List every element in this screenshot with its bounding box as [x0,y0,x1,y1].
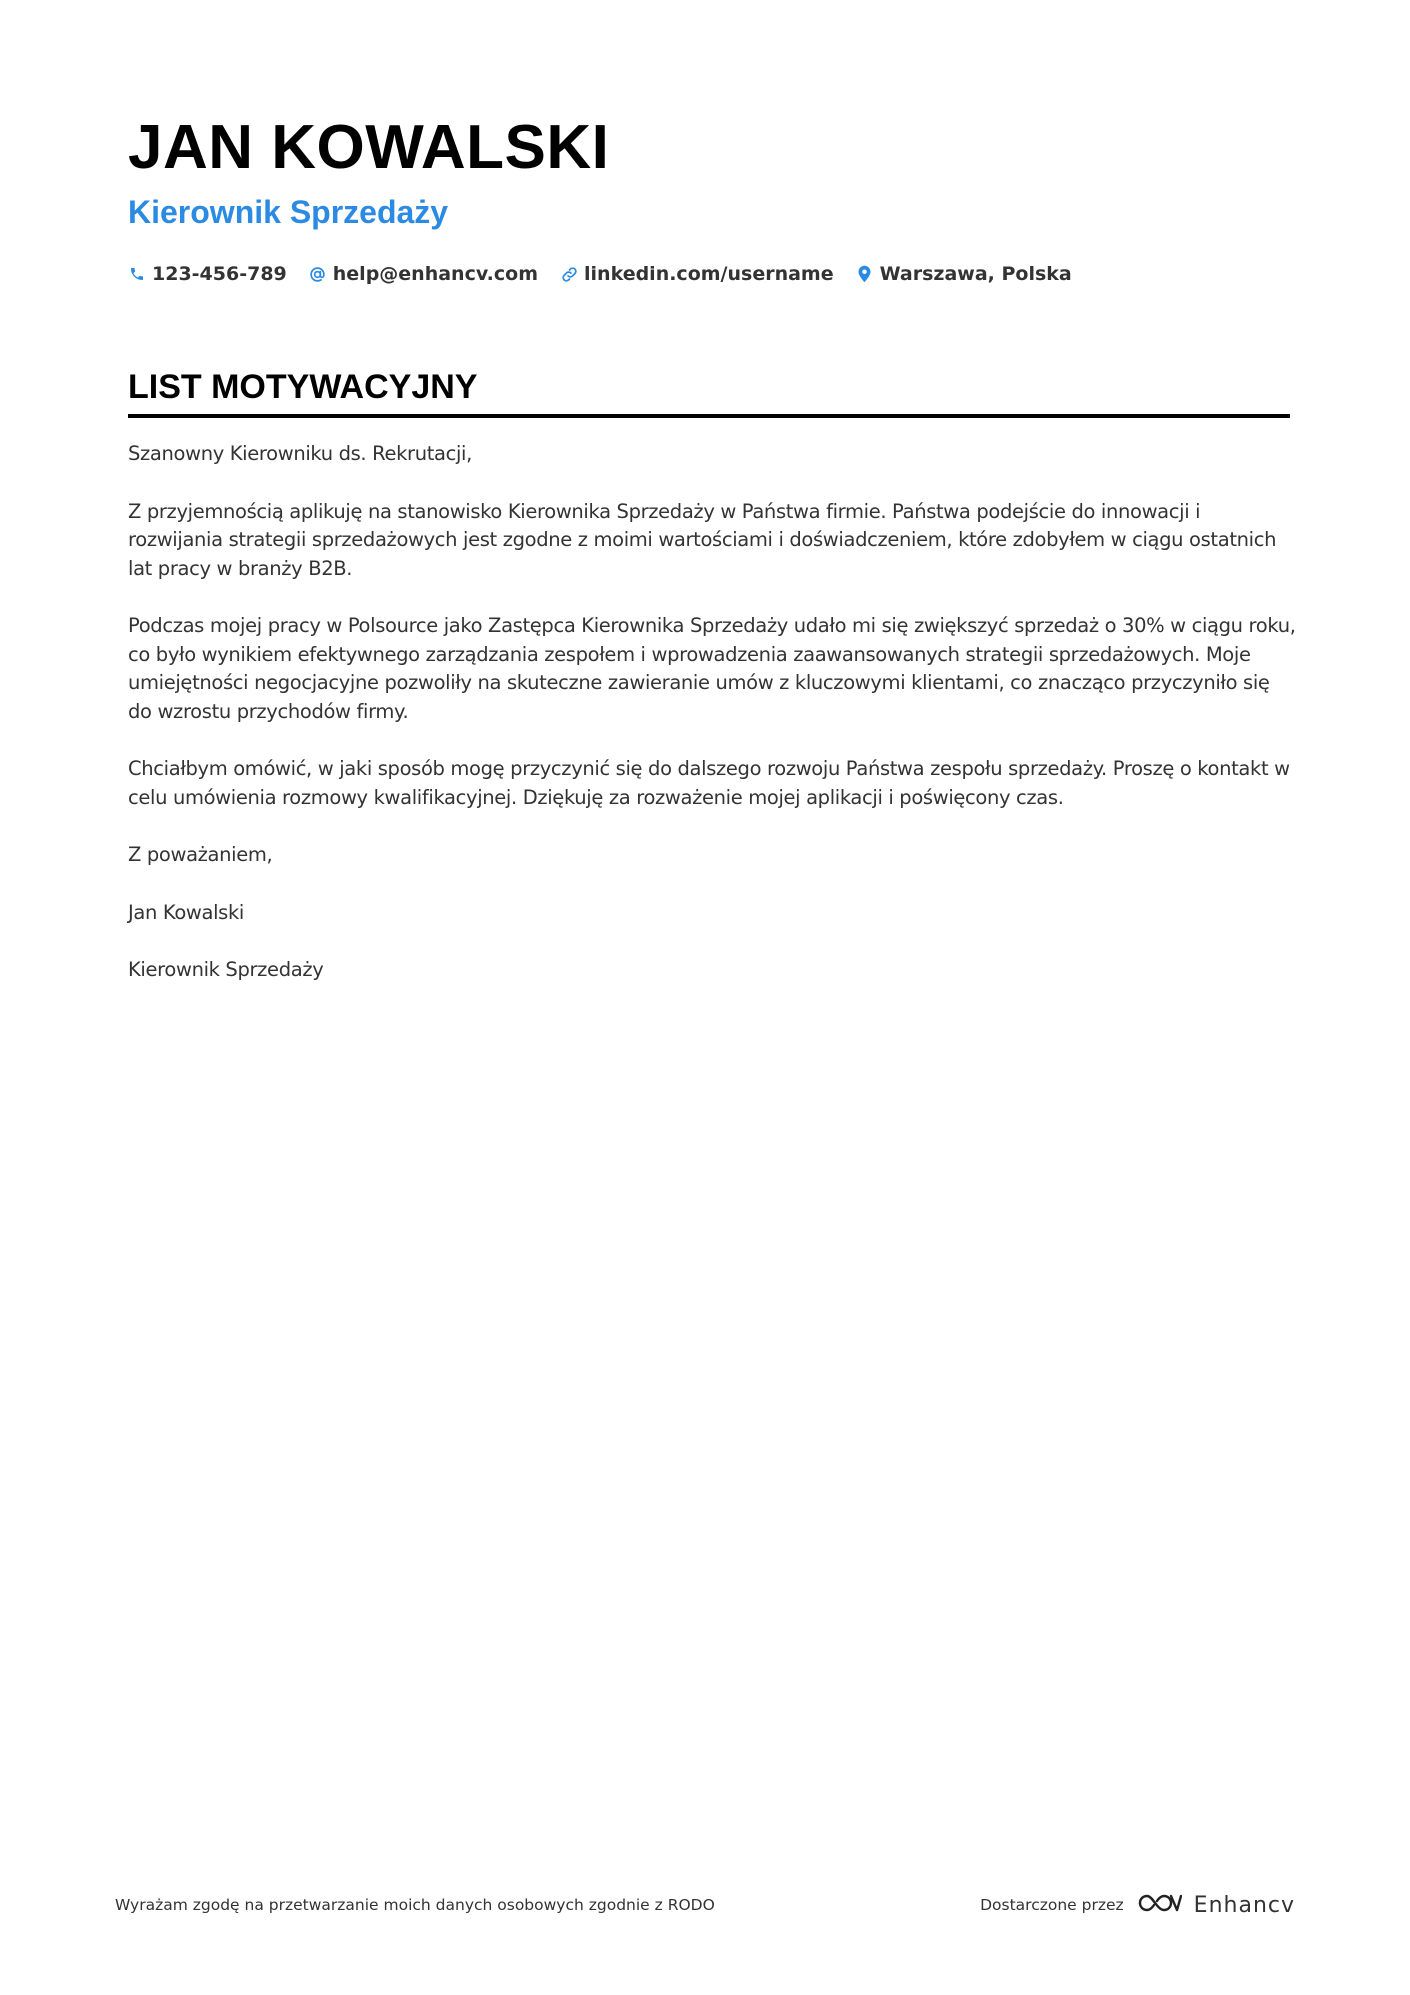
phone-icon [128,264,146,284]
location-pin-icon [856,264,874,284]
brand-name: Enhancv [1193,1892,1295,1918]
contact-linkedin[interactable] [560,263,834,285]
phone-number: 123-456-789 [152,263,287,285]
letter-greeting: Szanowny Kierowniku ds. Rekrutacji, [128,442,472,465]
header [128,112,1288,288]
signature-name: Jan Kowalski [128,900,244,924]
contact-list [128,260,1288,288]
contact-phone [128,263,287,285]
location: Warszawa, Polska [879,263,1072,285]
footer [115,1890,1295,1920]
email-address[interactable]: help@enhancv.com [332,263,539,285]
job-title: Kierownik Sprzedaży [128,194,449,230]
linkedin-url[interactable]: linkedin.com/username [584,263,834,285]
enhancv-logo[interactable] [1136,1890,1295,1920]
section-divider [128,414,1290,418]
contact-location [856,263,1072,285]
letter-paragraph: Chciałbym omówić, w jaki sposób mogę przyczynić się do dalszego rozwoju Państwa zespołu sprzedaży. Proszę o kontakt w celu umówienia rozmowy kwalifikacyjnej. Dziękuję za rozważenie mojej aplikacji i poświęcony czas. [128,757,1290,809]
letter-body [128,440,1298,1014]
letter-paragraph: Podczas mojej pracy w Polsource jako Zastępca Kierownika Sprzedaży udało mi się zwiększyć sprzedaż o 30% w ciągu roku, co było wynikiem efektywnego zarządzania zespołem i wprowadzenia zaawansowanych strategii sprzedażowych. Moje umiejętności negocjacyjne pozwoliły na skuteczne zawieranie umów z kluczowymi klientami, co znacząco przyczyniło się do wzrostu przychodów firmy. [128,614,1296,723]
letter-paragraph: Z przyjemnością aplikuję na stanowisko Kierownika Sprzedaży w Państwa firmie. Państwa podejście do innowacji i rozwijania strategii sprzedażowych jest zgodne z moimi wartościami i doświadczeniem, które zdobyłem w ciągu ostatnich lat pracy w branży B2B. [128,499,1277,580]
letter-closing: Z poważaniem, [128,843,273,866]
signature-title: Kierownik Sprzedaży [128,958,324,981]
gdpr-consent: Wyrażam zgodę na przetwarzanie moich danych osobowych zgodnie z RODO [115,1896,715,1914]
powered-by-label: Dostarczone przez [980,1896,1124,1914]
contact-email[interactable] [309,263,538,285]
at-icon [309,264,327,284]
candidate-name: JAN KOWALSKI [128,113,610,182]
powered-by[interactable] [980,1890,1295,1920]
link-icon [560,264,578,284]
letter-section-header [128,366,1290,418]
section-title: LIST MOTYWACYJNY [128,368,478,406]
enhancv-logo-icon [1136,1890,1182,1920]
